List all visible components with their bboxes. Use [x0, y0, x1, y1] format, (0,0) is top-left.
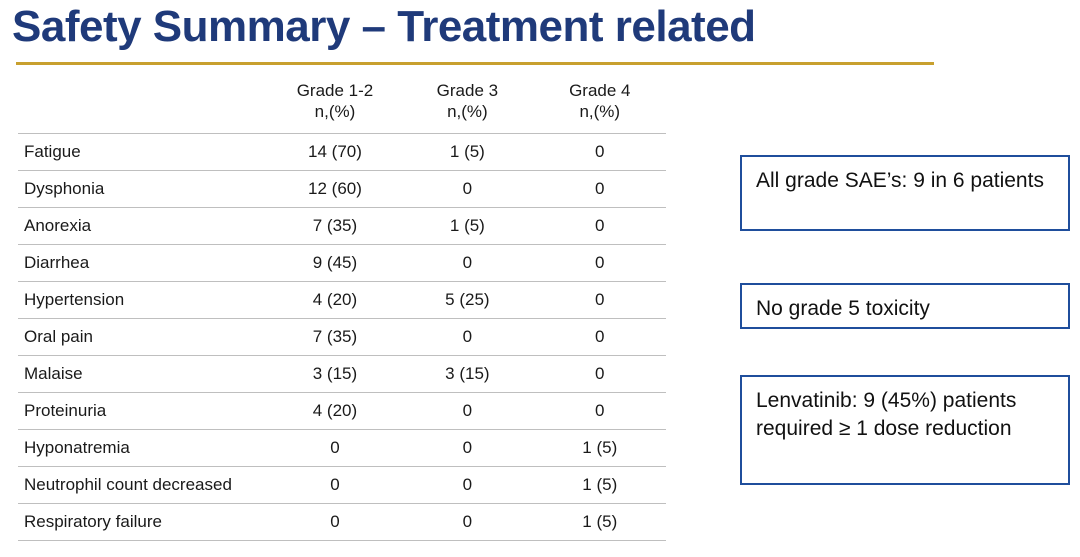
cell-grade-4: 0	[534, 133, 666, 170]
table-row	[18, 207, 666, 244]
table-row	[18, 318, 666, 355]
cell-grade-3: 0	[401, 318, 533, 355]
cell-event-name: Hypertension	[18, 281, 269, 318]
column-header-event	[18, 80, 269, 133]
table-row	[18, 281, 666, 318]
callout-grade5: No grade 5 toxicity	[740, 283, 1070, 329]
adverse-events-table-container	[18, 80, 666, 541]
cell-grade-1-2: 4 (20)	[269, 392, 401, 429]
cell-event-name: Malaise	[18, 355, 269, 392]
table-row	[18, 503, 666, 540]
cell-grade-3: 5 (25)	[401, 281, 533, 318]
cell-grade-3: 0	[401, 244, 533, 281]
table-row	[18, 170, 666, 207]
table-row	[18, 355, 666, 392]
column-header-grade-4: Grade 4 n,(%)	[569, 81, 631, 122]
cell-grade-3: 1 (5)	[401, 207, 533, 244]
table-row	[18, 133, 666, 170]
callout-sae: All grade SAE’s: 9 in 6 patients	[740, 155, 1070, 231]
cell-grade-3: 1 (5)	[401, 133, 533, 170]
cell-grade-1-2: 12 (60)	[269, 170, 401, 207]
cell-grade-4: 0	[534, 207, 666, 244]
cell-event-name: Diarrhea	[18, 244, 269, 281]
table-row	[18, 429, 666, 466]
page-title: Safety Summary – Treatment related	[12, 2, 756, 51]
cell-grade-3: 0	[401, 466, 533, 503]
cell-grade-4: 1 (5)	[534, 429, 666, 466]
title-divider	[16, 62, 934, 65]
cell-grade-1-2: 7 (35)	[269, 318, 401, 355]
cell-grade-1-2: 4 (20)	[269, 281, 401, 318]
callout-dose-reduction: Lenvatinib: 9 (45%) patients required ≥ 1 dose reduction	[740, 375, 1070, 485]
table-row	[18, 244, 666, 281]
cell-grade-1-2: 14 (70)	[269, 133, 401, 170]
cell-grade-3: 0	[401, 429, 533, 466]
adverse-events-table	[18, 80, 666, 541]
cell-grade-1-2: 0	[269, 466, 401, 503]
table-body	[18, 133, 666, 540]
cell-grade-4: 1 (5)	[534, 503, 666, 540]
cell-grade-3: 3 (15)	[401, 355, 533, 392]
cell-event-name: Respiratory failure	[18, 503, 269, 540]
cell-grade-3: 0	[401, 503, 533, 540]
column-header-grade-3: Grade 3 n,(%)	[436, 81, 499, 122]
cell-grade-1-2: 0	[269, 429, 401, 466]
cell-event-name: Hyponatremia	[18, 429, 269, 466]
column-header-grade-1-2: Grade 1-2 n,(%)	[296, 81, 374, 122]
table-row	[18, 466, 666, 503]
cell-grade-1-2: 0	[269, 503, 401, 540]
cell-grade-4: 0	[534, 318, 666, 355]
cell-grade-4: 0	[534, 281, 666, 318]
cell-grade-4: 0	[534, 170, 666, 207]
cell-grade-4: 0	[534, 355, 666, 392]
cell-grade-3: 0	[401, 392, 533, 429]
cell-grade-3: 0	[401, 170, 533, 207]
cell-event-name: Oral pain	[18, 318, 269, 355]
cell-event-name: Neutrophil count decreased	[18, 466, 269, 503]
cell-grade-1-2: 3 (15)	[269, 355, 401, 392]
cell-grade-4: 0	[534, 392, 666, 429]
cell-event-name: Proteinuria	[18, 392, 269, 429]
table-row	[18, 392, 666, 429]
table-header	[18, 80, 666, 133]
cell-event-name: Dysphonia	[18, 170, 269, 207]
cell-grade-1-2: 7 (35)	[269, 207, 401, 244]
table-header-row	[18, 80, 666, 133]
cell-event-name: Fatigue	[18, 133, 269, 170]
cell-grade-1-2: 9 (45)	[269, 244, 401, 281]
cell-event-name: Anorexia	[18, 207, 269, 244]
cell-grade-4: 1 (5)	[534, 466, 666, 503]
cell-grade-4: 0	[534, 244, 666, 281]
